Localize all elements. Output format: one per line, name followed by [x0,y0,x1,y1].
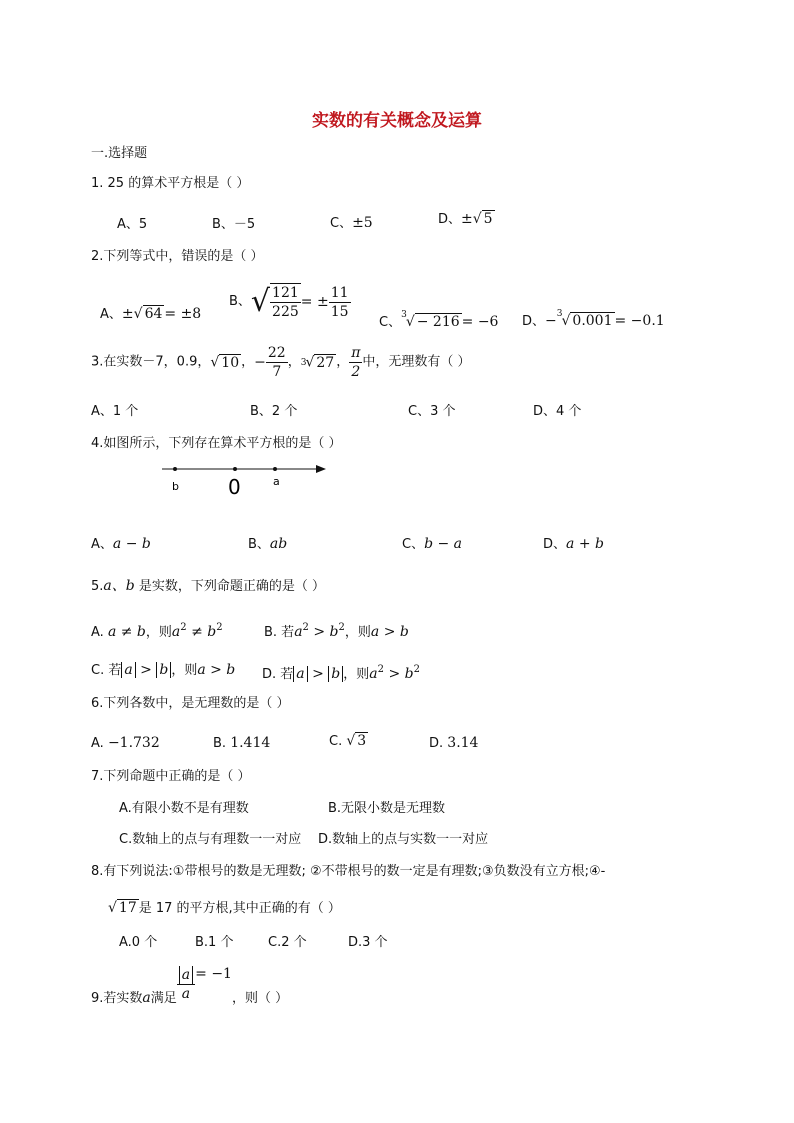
q5-option-c: C. 若 a > b ，则a > b [91,662,236,678]
q7-option-c: C.数轴上的点与有理数一一对应 [119,832,302,847]
q6-option-d: D. 3.14 [429,735,479,751]
q7-option-a: A.有限小数不是有理数 [119,801,249,816]
q5-option-d: D. 若 a > b ，则$a^2 > b^2$ [262,664,420,682]
q1-c-math: ±5 [352,215,373,231]
q8-option-b: B.1 个 [195,935,234,950]
q2-option-c: C、$^3$√ − 216 = −6 [379,310,499,330]
q2-option-a: A、±√ 64 = ±8 [100,306,202,322]
question-6-stem: 6.下列各数中，是无理数的是（ ） [91,696,290,711]
q1-d-radicand: 5 [483,211,493,227]
q2-option-d: D、−$^3$√ 0.001 = −0.1 [522,309,665,329]
point-a [273,467,277,471]
q4-option-d: D、a + b [543,536,604,552]
question-4-stem: 4.如图所示，下列存在算术平方根的是（ ） [91,436,342,451]
label-zero: 0 [228,475,241,499]
q3-option-d: D、4 个 [533,404,582,419]
q5-option-a: A. a ≠ b，则$a^2 \ne b^2$ [91,622,223,640]
number-line-figure [160,460,330,500]
q8-option-d: D.3 个 [348,935,388,950]
q4-option-a: A、a − b [91,536,151,552]
q1-option-d: D、±√ 5 [438,211,493,227]
question-8-stem-line2: √ 17 是 17 的平方根,其中正确的有（ ） [108,900,341,916]
question-7-stem: 7.下列命题中正确的是（ ） [91,769,251,784]
q8-option-a: A.0 个 [119,935,158,950]
question-1-stem: 1. 25 的算术平方根是（ ） [91,176,250,191]
number-line-arrow [316,465,326,473]
q7-option-b: B.无限小数是无理数 [328,801,446,816]
point-b [173,467,177,471]
q4-option-c: C、b − a [402,536,463,552]
question-5-stem: 5.a、b 是实数，下列命题正确的是（ ） [91,578,325,594]
q6-option-b: B. 1.414 [213,735,271,751]
q1-option-c: C、±5 [330,215,373,231]
label-b: b [172,480,179,493]
q1-option-b: B、－5 [212,217,256,232]
question-9-stem: 9.若实数a满足 $\frac{a}{a}$ = −1，则（ ） [91,966,289,1006]
question-3-stem: 3.在实数－7，0.9，√ 10 ，− $\frac{22}{7}$ ，3√ 27 ， $\frac{\pi}{2}$ 中，无理数有（ ） [91,345,471,380]
q4-option-b: B、ab [248,536,288,552]
page-title: 实数的有关概念及运算 [312,111,482,131]
q3-option-c: C、3 个 [408,404,456,419]
q5-option-b: B. 若$a^2 > b^2$，则a > b [264,622,409,640]
question-8-stem-line1: 8.有下列说法:①带根号的数是无理数; ②不带根号的数一定是有理数;③负数没有立方根;④- [91,864,606,879]
point-zero [233,467,237,471]
q3-option-b: B、2 个 [250,404,298,419]
question-2-stem: 2.下列等式中，错误的是（ ） [91,249,264,264]
q8-option-c: C.2 个 [268,935,307,950]
q6-option-c: C. √ 3 [329,733,367,749]
q2-option-b: B、√ $\frac{121}{225}$ = ± $\frac{11}{15}$ [229,284,349,320]
q6-option-a: A. −1.732 [91,735,160,751]
q3-option-a: A、1 个 [91,404,139,419]
label-a: a [273,475,280,488]
q1-option-a: A、5 [117,217,148,232]
q7-option-d: D.数轴上的点与实数一一对应 [318,832,489,847]
q8-radicand: 17 [118,900,137,916]
section-heading: 一.选择题 [91,146,148,161]
